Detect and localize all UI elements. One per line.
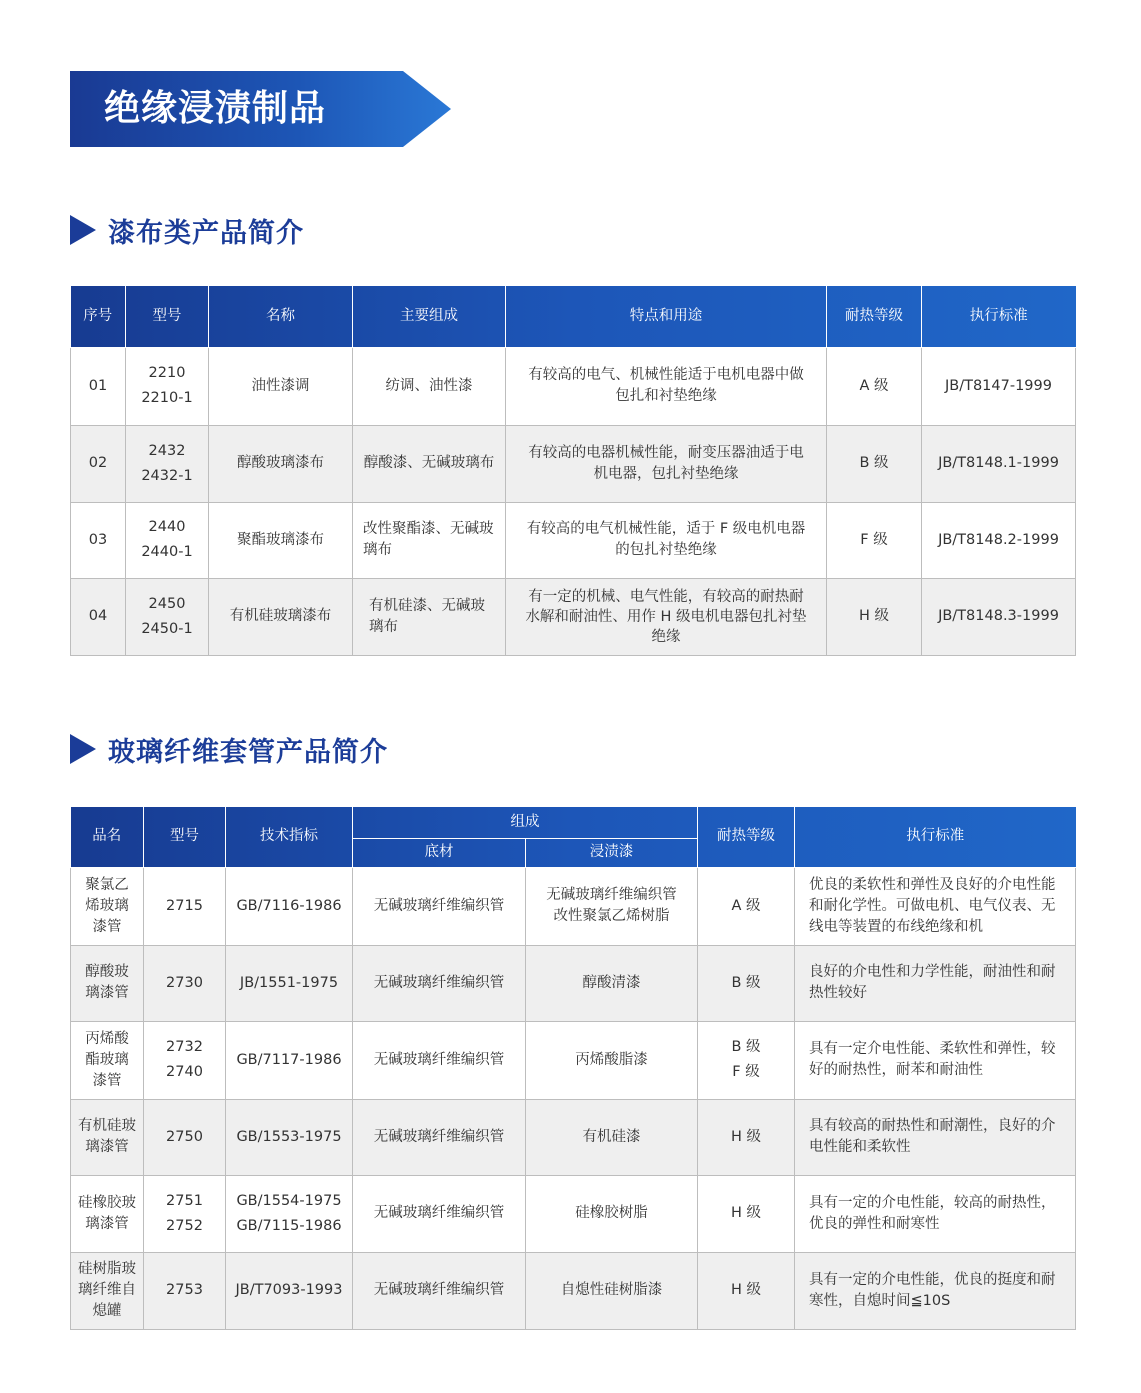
page-banner bbox=[70, 71, 451, 147]
section-title: 玻璃纤维套管产品简介 bbox=[108, 736, 388, 768]
cell-base: 无碱玻璃纤维编织管 bbox=[353, 1252, 526, 1329]
table-row bbox=[71, 1252, 1076, 1329]
triangle-bullet-icon bbox=[70, 215, 96, 245]
cell-model: 2732 2740 bbox=[144, 1021, 226, 1099]
cell-features: 有较高的电器机械性能，耐变压器油适于电机电器，包扎衬垫绝缘 bbox=[506, 425, 827, 502]
cell-name: 有机硅玻璃漆管 bbox=[71, 1099, 144, 1175]
header-varnish: 浸渍漆 bbox=[526, 838, 698, 867]
page-title: 绝缘浸渍制品 bbox=[104, 88, 327, 129]
cell-standard: JB/T8148.3-1999 bbox=[922, 578, 1076, 655]
cell-grade: H 级 bbox=[698, 1252, 795, 1329]
cell-base: 无碱玻璃纤维编织管 bbox=[353, 1021, 526, 1099]
cell-base: 无碱玻璃纤维编织管 bbox=[353, 1099, 526, 1175]
cell-name: 硅橡胶玻璃漆管 bbox=[71, 1175, 144, 1252]
cell-spec: GB/1554-1975 GB/7115-1986 bbox=[226, 1175, 353, 1252]
header-composition: 主要组成 bbox=[353, 286, 506, 347]
cell-varnish: 无碱玻璃纤维编织管 改性聚氯乙烯树脂 bbox=[526, 867, 698, 945]
cell-varnish: 醇酸清漆 bbox=[526, 945, 698, 1021]
cell-spec: JB/1551-1975 bbox=[226, 945, 353, 1021]
cell-model: 2730 bbox=[144, 945, 226, 1021]
cell-model: 2450 2450-1 bbox=[126, 578, 209, 655]
cell-no: 02 bbox=[71, 425, 126, 502]
cell-spec: GB/1553-1975 bbox=[226, 1099, 353, 1175]
cell-name: 聚酯玻璃漆布 bbox=[209, 502, 353, 578]
cell-no: 01 bbox=[71, 347, 126, 425]
section-heading-varnished-cloth bbox=[70, 213, 304, 247]
cell-grade: B 级 F 级 bbox=[698, 1021, 795, 1099]
header-spec: 技术指标 bbox=[226, 807, 353, 867]
cell-name: 醇酸玻璃漆布 bbox=[209, 425, 353, 502]
cell-spec: GB/7116-1986 bbox=[226, 867, 353, 945]
cell-base: 无碱玻璃纤维编织管 bbox=[353, 945, 526, 1021]
table-row bbox=[71, 1021, 1076, 1099]
cell-grade: H 级 bbox=[698, 1175, 795, 1252]
cell-model: 2753 bbox=[144, 1252, 226, 1329]
cell-grade: F 级 bbox=[827, 502, 922, 578]
cell-standard: 优良的柔软性和弹性及良好的介电性能和耐化学性。可做电机、电气仪表、无线电等装置的布线绝缘和机 bbox=[795, 867, 1076, 945]
cell-spec: GB/7117-1986 bbox=[226, 1021, 353, 1099]
cell-grade: H 级 bbox=[827, 578, 922, 655]
section-heading-glass-fiber-sleeve bbox=[70, 732, 388, 766]
cell-base: 无碱玻璃纤维编织管 bbox=[353, 867, 526, 945]
cell-name: 有机硅玻璃漆布 bbox=[209, 578, 353, 655]
cell-standard: JB/T8147-1999 bbox=[922, 347, 1076, 425]
cell-standard: 具有一定的介电性能，较高的耐热性，优良的弹性和耐寒性 bbox=[795, 1175, 1076, 1252]
cell-standard: 具有一定的介电性能，优良的挺度和耐寒性，自熄时间≦10S bbox=[795, 1252, 1076, 1329]
table-row bbox=[71, 425, 1076, 502]
cell-name: 醇酸玻璃漆管 bbox=[71, 945, 144, 1021]
cell-composition: 改性聚酯漆、无碱玻璃布 bbox=[353, 502, 506, 578]
table-row bbox=[71, 347, 1076, 425]
cell-grade: H 级 bbox=[698, 1099, 795, 1175]
cell-model: 2751 2752 bbox=[144, 1175, 226, 1252]
header-name: 品名 bbox=[71, 807, 144, 867]
header-model: 型号 bbox=[126, 286, 209, 347]
cell-name: 油性漆调 bbox=[209, 347, 353, 425]
cell-composition: 纺调、油性漆 bbox=[353, 347, 506, 425]
cell-base: 无碱玻璃纤维编织管 bbox=[353, 1175, 526, 1252]
cell-grade: A 级 bbox=[698, 867, 795, 945]
cell-standard: JB/T8148.1-1999 bbox=[922, 425, 1076, 502]
header-model: 型号 bbox=[144, 807, 226, 867]
table-row bbox=[71, 578, 1076, 655]
cell-standard: 具有较高的耐热性和耐潮性，良好的介电性能和柔软性 bbox=[795, 1099, 1076, 1175]
cell-model: 2210 2210-1 bbox=[126, 347, 209, 425]
cell-name: 硅树脂玻璃纤维自熄罐 bbox=[71, 1252, 144, 1329]
cell-grade: B 级 bbox=[827, 425, 922, 502]
cell-spec: JB/T7093-1993 bbox=[226, 1252, 353, 1329]
cell-features: 有一定的机械、电气性能，有较高的耐热耐水解和耐油性、用作 H 级电机电器包扎衬垫绝缘 bbox=[506, 578, 827, 655]
header-standard: 执行标准 bbox=[922, 286, 1076, 347]
header-standard: 执行标准 bbox=[795, 807, 1076, 867]
header-features: 特点和用途 bbox=[506, 286, 827, 347]
cell-standard: 良好的介电性和力学性能，耐油性和耐热性较好 bbox=[795, 945, 1076, 1021]
cell-features: 有较高的电气机械性能，适于 F 级电机电器的包扎衬垫绝缘 bbox=[506, 502, 827, 578]
varnished-cloth-table bbox=[70, 286, 1076, 656]
cell-varnish: 硅橡胶树脂 bbox=[526, 1175, 698, 1252]
table-row bbox=[71, 502, 1076, 578]
header-name: 名称 bbox=[209, 286, 353, 347]
cell-varnish: 自熄性硅树脂漆 bbox=[526, 1252, 698, 1329]
table-row bbox=[71, 1175, 1076, 1252]
cell-no: 04 bbox=[71, 578, 126, 655]
cell-features: 有较高的电气、机械性能适于电机电器中做包扎和衬垫绝缘 bbox=[506, 347, 827, 425]
header-grade: 耐热等级 bbox=[827, 286, 922, 347]
cell-model: 2440 2440-1 bbox=[126, 502, 209, 578]
header-base: 底材 bbox=[353, 838, 526, 867]
cell-varnish: 有机硅漆 bbox=[526, 1099, 698, 1175]
header-composition: 组成 bbox=[353, 807, 698, 838]
cell-name: 丙烯酸酯玻璃漆管 bbox=[71, 1021, 144, 1099]
cell-model: 2750 bbox=[144, 1099, 226, 1175]
cell-grade: B 级 bbox=[698, 945, 795, 1021]
cell-grade: A 级 bbox=[827, 347, 922, 425]
cell-model: 2432 2432-1 bbox=[126, 425, 209, 502]
glass-fiber-sleeve-table bbox=[70, 807, 1076, 1330]
cell-no: 03 bbox=[71, 502, 126, 578]
triangle-bullet-icon bbox=[70, 734, 96, 764]
cell-composition: 醇酸漆、无碱玻璃布 bbox=[353, 425, 506, 502]
table-row bbox=[71, 867, 1076, 945]
section-title: 漆布类产品简介 bbox=[108, 217, 304, 249]
cell-standard: 具有一定介电性能、柔软性和弹性，较好的耐热性，耐苯和耐油性 bbox=[795, 1021, 1076, 1099]
cell-name: 聚氯乙烯玻璃漆管 bbox=[71, 867, 144, 945]
table-row bbox=[71, 945, 1076, 1021]
cell-composition: 有机硅漆、无碱玻璃布 bbox=[353, 578, 506, 655]
cell-varnish: 丙烯酸脂漆 bbox=[526, 1021, 698, 1099]
cell-standard: JB/T8148.2-1999 bbox=[922, 502, 1076, 578]
table-row bbox=[71, 1099, 1076, 1175]
header-grade: 耐热等级 bbox=[698, 807, 795, 867]
cell-model: 2715 bbox=[144, 867, 226, 945]
header-no: 序号 bbox=[71, 286, 126, 347]
